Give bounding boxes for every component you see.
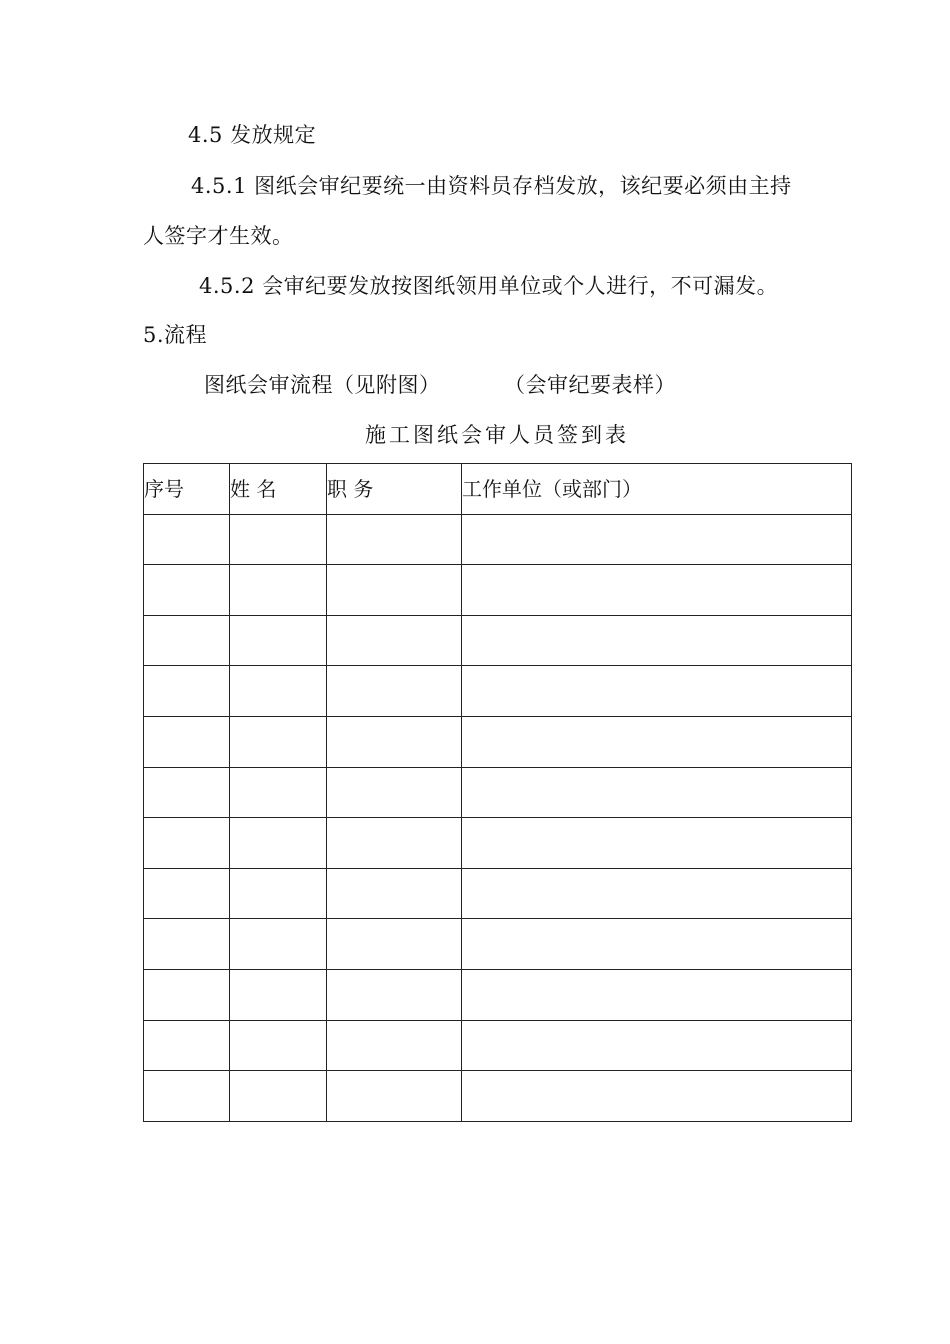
cell-position <box>327 818 462 869</box>
cell-name <box>230 666 327 717</box>
cell-work-unit <box>462 565 852 616</box>
cell-position <box>327 767 462 818</box>
cell-work-unit <box>462 716 852 767</box>
cell-work-unit <box>462 818 852 869</box>
header-serial-number: 序号 <box>144 464 230 515</box>
cell-work-unit <box>462 969 852 1020</box>
cell-name <box>230 919 327 970</box>
table-header-row <box>144 464 852 515</box>
cell-name <box>230 969 327 1020</box>
cell-work-unit <box>462 1020 852 1071</box>
cell-position <box>327 565 462 616</box>
cell-work-unit <box>462 666 852 717</box>
cell-name <box>230 514 327 565</box>
sign-table-title: 施工图纸会审人员签到表 <box>365 423 629 447</box>
cell-position <box>327 868 462 919</box>
cell-serial-number <box>144 767 230 818</box>
cell-position <box>327 919 462 970</box>
form-reference: （会审纪要表样） <box>504 373 676 397</box>
table-row <box>144 514 852 565</box>
cell-work-unit <box>462 868 852 919</box>
cell-position <box>327 615 462 666</box>
table-row <box>144 1020 852 1071</box>
cell-name <box>230 565 327 616</box>
table-row <box>144 615 852 666</box>
cell-work-unit <box>462 919 852 970</box>
table-row <box>144 767 852 818</box>
cell-work-unit <box>462 514 852 565</box>
cell-serial-number <box>144 818 230 869</box>
table-row <box>144 666 852 717</box>
clause-4-5-1-line2: 人签字才生效。 <box>143 224 294 248</box>
cell-serial-number <box>144 615 230 666</box>
cell-name <box>230 1020 327 1071</box>
table-row <box>144 919 852 970</box>
cell-position <box>327 969 462 1020</box>
cell-position <box>327 514 462 565</box>
clause-4-5-2: 4.5.2 会审纪要发放按图纸领用单位或个人进行，不可漏发。 <box>199 274 779 298</box>
cell-work-unit <box>462 767 852 818</box>
clause-4-5-1-line1: 4.5.1 图纸会审纪要统一由资料员存档发放，该纪要必须由主持 <box>191 174 792 198</box>
cell-position <box>327 1020 462 1071</box>
cell-serial-number <box>144 1020 230 1071</box>
table-row <box>144 969 852 1020</box>
cell-serial-number <box>144 565 230 616</box>
cell-serial-number <box>144 969 230 1020</box>
cell-name <box>230 868 327 919</box>
section-heading-4-5: 4.5 发放规定 <box>188 123 317 147</box>
table-row <box>144 1071 852 1122</box>
cell-position <box>327 716 462 767</box>
cell-serial-number <box>144 868 230 919</box>
cell-work-unit <box>462 615 852 666</box>
cell-name <box>230 615 327 666</box>
cell-serial-number <box>144 666 230 717</box>
cell-position <box>327 1071 462 1122</box>
table-row <box>144 868 852 919</box>
header-work-unit: 工作单位（或部门） <box>462 464 852 515</box>
table-row <box>144 818 852 869</box>
cell-serial-number <box>144 919 230 970</box>
cell-name <box>230 1071 327 1122</box>
section-heading-5: 5.流程 <box>143 323 208 347</box>
cell-name <box>230 767 327 818</box>
cell-serial-number <box>144 514 230 565</box>
sign-in-table <box>143 463 852 1122</box>
table-row <box>144 565 852 616</box>
flow-reference: 图纸会审流程（见附图） <box>204 373 441 397</box>
cell-work-unit <box>462 1071 852 1122</box>
table-row <box>144 716 852 767</box>
table-body <box>144 514 852 1121</box>
header-position: 职 务 <box>327 464 462 515</box>
cell-serial-number <box>144 1071 230 1122</box>
cell-name <box>230 716 327 767</box>
cell-position <box>327 666 462 717</box>
cell-serial-number <box>144 716 230 767</box>
cell-name <box>230 818 327 869</box>
header-name: 姓 名 <box>230 464 327 515</box>
